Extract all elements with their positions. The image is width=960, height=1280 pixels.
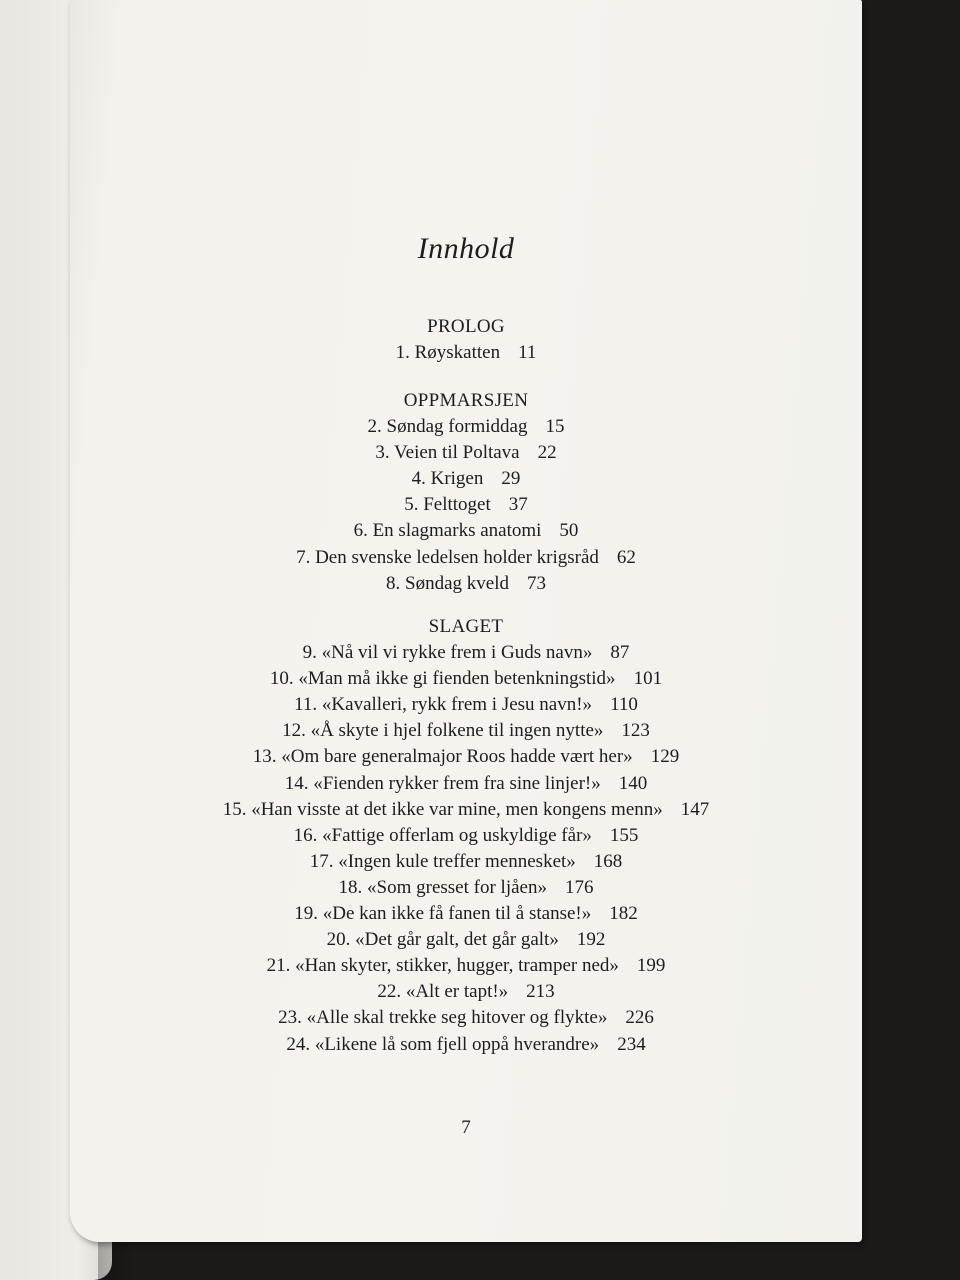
chapter-number: 15. — [222, 798, 247, 820]
chapter-page: 110 — [610, 694, 638, 716]
chapter-page: 101 — [633, 668, 663, 690]
chapter-title: «Fienden rykker frem fra sine linjer!» — [313, 772, 601, 794]
chapter-number: 9. — [302, 642, 317, 663]
chapter-title: «Han skyter, stikker, hugger, tramper ned» — [295, 955, 619, 977]
chapter-number: 20. — [326, 929, 351, 951]
chapter-title: «Alle skal trekke seg hitover og flykte» — [306, 1007, 608, 1029]
chapter-number: 3. — [375, 442, 390, 464]
toc-entry — [70, 416, 862, 438]
chapter-title: «Nå vil vi rykke frem i Guds navn» — [321, 642, 593, 663]
chapter-title: «Kavalleri, rykk frem i Jesu navn!» — [321, 694, 593, 716]
toc-entry — [70, 1007, 862, 1029]
chapter-title: «Å skyte i hjel folkene til ingen nytte» — [310, 720, 604, 742]
chapter-page: 129 — [650, 746, 680, 768]
toc-entry — [70, 442, 862, 464]
page-number: 7 — [461, 1117, 471, 1138]
toc-entry — [70, 773, 862, 795]
chapter-number: 2. — [367, 416, 382, 437]
chapter-title: Søndag formiddag — [386, 416, 528, 437]
chapter-title: «Likene lå som fjell oppå hverandre» — [314, 1033, 600, 1055]
chapter-page: 123 — [621, 720, 650, 742]
toc-entry — [70, 494, 862, 516]
chapter-page: 87 — [610, 642, 630, 663]
chapter-number: 12. — [282, 720, 306, 742]
chapter-title: Krigen — [430, 468, 484, 490]
chapter-page: 168 — [593, 850, 623, 872]
chapter-number: 1. — [395, 342, 410, 363]
chapter-number: 23. — [278, 1007, 302, 1029]
chapter-page: 62 — [616, 546, 636, 568]
toc-entry — [70, 720, 862, 742]
toc-entry — [70, 1034, 862, 1056]
chapter-page: 176 — [564, 876, 594, 898]
toc-entry — [70, 547, 862, 569]
book-page — [70, 0, 862, 1242]
toc-entry — [70, 981, 862, 1003]
page-title: Innhold — [417, 232, 515, 265]
chapter-title: «Fattige offerlam og uskyldige får» — [322, 824, 592, 846]
chapter-number: 16. — [293, 824, 318, 846]
chapter-title: «Det går galt, det går galt» — [355, 929, 559, 951]
chapter-number: 7. — [296, 546, 311, 568]
chapter-page: 15 — [545, 416, 565, 437]
chapter-title: «Alt er tapt!» — [405, 981, 509, 1003]
toc-entry — [70, 468, 862, 490]
chapter-title: Den svenske ledelsen holder krigsråd — [315, 546, 599, 568]
chapter-page: 11 — [518, 342, 537, 363]
chapter-number: 24. — [286, 1033, 311, 1055]
chapter-title: Røyskatten — [414, 342, 501, 363]
chapter-number: 4. — [411, 468, 426, 490]
chapter-page: 50 — [559, 520, 579, 542]
chapter-title: «Man må ikke gi fienden betenkningstid» — [298, 668, 616, 690]
chapter-number: 5. — [404, 494, 419, 516]
toc-entry — [70, 573, 862, 595]
chapter-number: 21. — [266, 955, 291, 977]
chapter-page: 73 — [526, 572, 546, 594]
chapter-number: 14. — [284, 772, 309, 794]
chapter-title: «Om bare generalmajor Roos hadde vært her» — [281, 746, 633, 768]
section-heading: PROLOG — [427, 316, 505, 337]
chapter-number: 18. — [338, 876, 363, 898]
section-heading: OPPMARSJEN — [403, 390, 529, 411]
chapter-number: 10. — [269, 668, 294, 690]
chapter-page: 234 — [617, 1033, 646, 1055]
chapter-number: 13. — [252, 746, 277, 768]
chapter-title: «Som gresset for ljåen» — [367, 876, 547, 898]
toc-entry — [70, 668, 862, 690]
chapter-title: En slagmarks anatomi — [372, 520, 542, 542]
chapter-page: 155 — [609, 824, 639, 846]
chapter-page: 182 — [609, 903, 638, 924]
chapter-number: 22. — [377, 981, 402, 1003]
chapter-page: 199 — [636, 955, 666, 977]
chapter-page: 29 — [501, 468, 521, 490]
toc-entry — [70, 929, 862, 951]
toc-entry — [70, 746, 862, 768]
chapter-title: «De kan ikke få fanen til å stanse!» — [322, 903, 592, 924]
section-heading: SLAGET — [428, 616, 504, 637]
toc-entry — [70, 955, 862, 977]
chapter-page: 192 — [576, 929, 606, 951]
chapter-title: «Ingen kule treffer mennesket» — [338, 850, 576, 872]
chapter-page: 22 — [537, 442, 557, 464]
chapter-title: Søndag kveld — [405, 572, 509, 594]
chapter-number: 19. — [294, 903, 318, 924]
toc-entry — [70, 877, 862, 899]
toc-entry — [70, 851, 862, 873]
chapter-page: 213 — [526, 981, 555, 1003]
chapter-number: 17. — [309, 850, 334, 872]
chapter-number: 6. — [353, 520, 368, 542]
chapter-page: 147 — [680, 798, 710, 820]
chapter-title: Veien til Poltava — [394, 442, 520, 464]
toc-entry — [70, 903, 862, 925]
chapter-number: 8. — [386, 572, 401, 594]
toc-entry — [70, 799, 862, 821]
toc-entry — [70, 642, 862, 664]
chapter-title: Felttoget — [423, 494, 491, 516]
chapter-number: 11. — [294, 694, 318, 716]
chapter-page: 37 — [508, 494, 528, 516]
toc-entry — [70, 342, 862, 364]
toc-entry — [70, 825, 862, 847]
chapter-page: 226 — [625, 1007, 654, 1029]
chapter-title: «Han visste at det ikke var mine, men kongens menn» — [251, 798, 663, 820]
chapter-page: 140 — [618, 772, 648, 794]
toc-entry — [70, 694, 862, 716]
toc-entry — [70, 520, 862, 542]
